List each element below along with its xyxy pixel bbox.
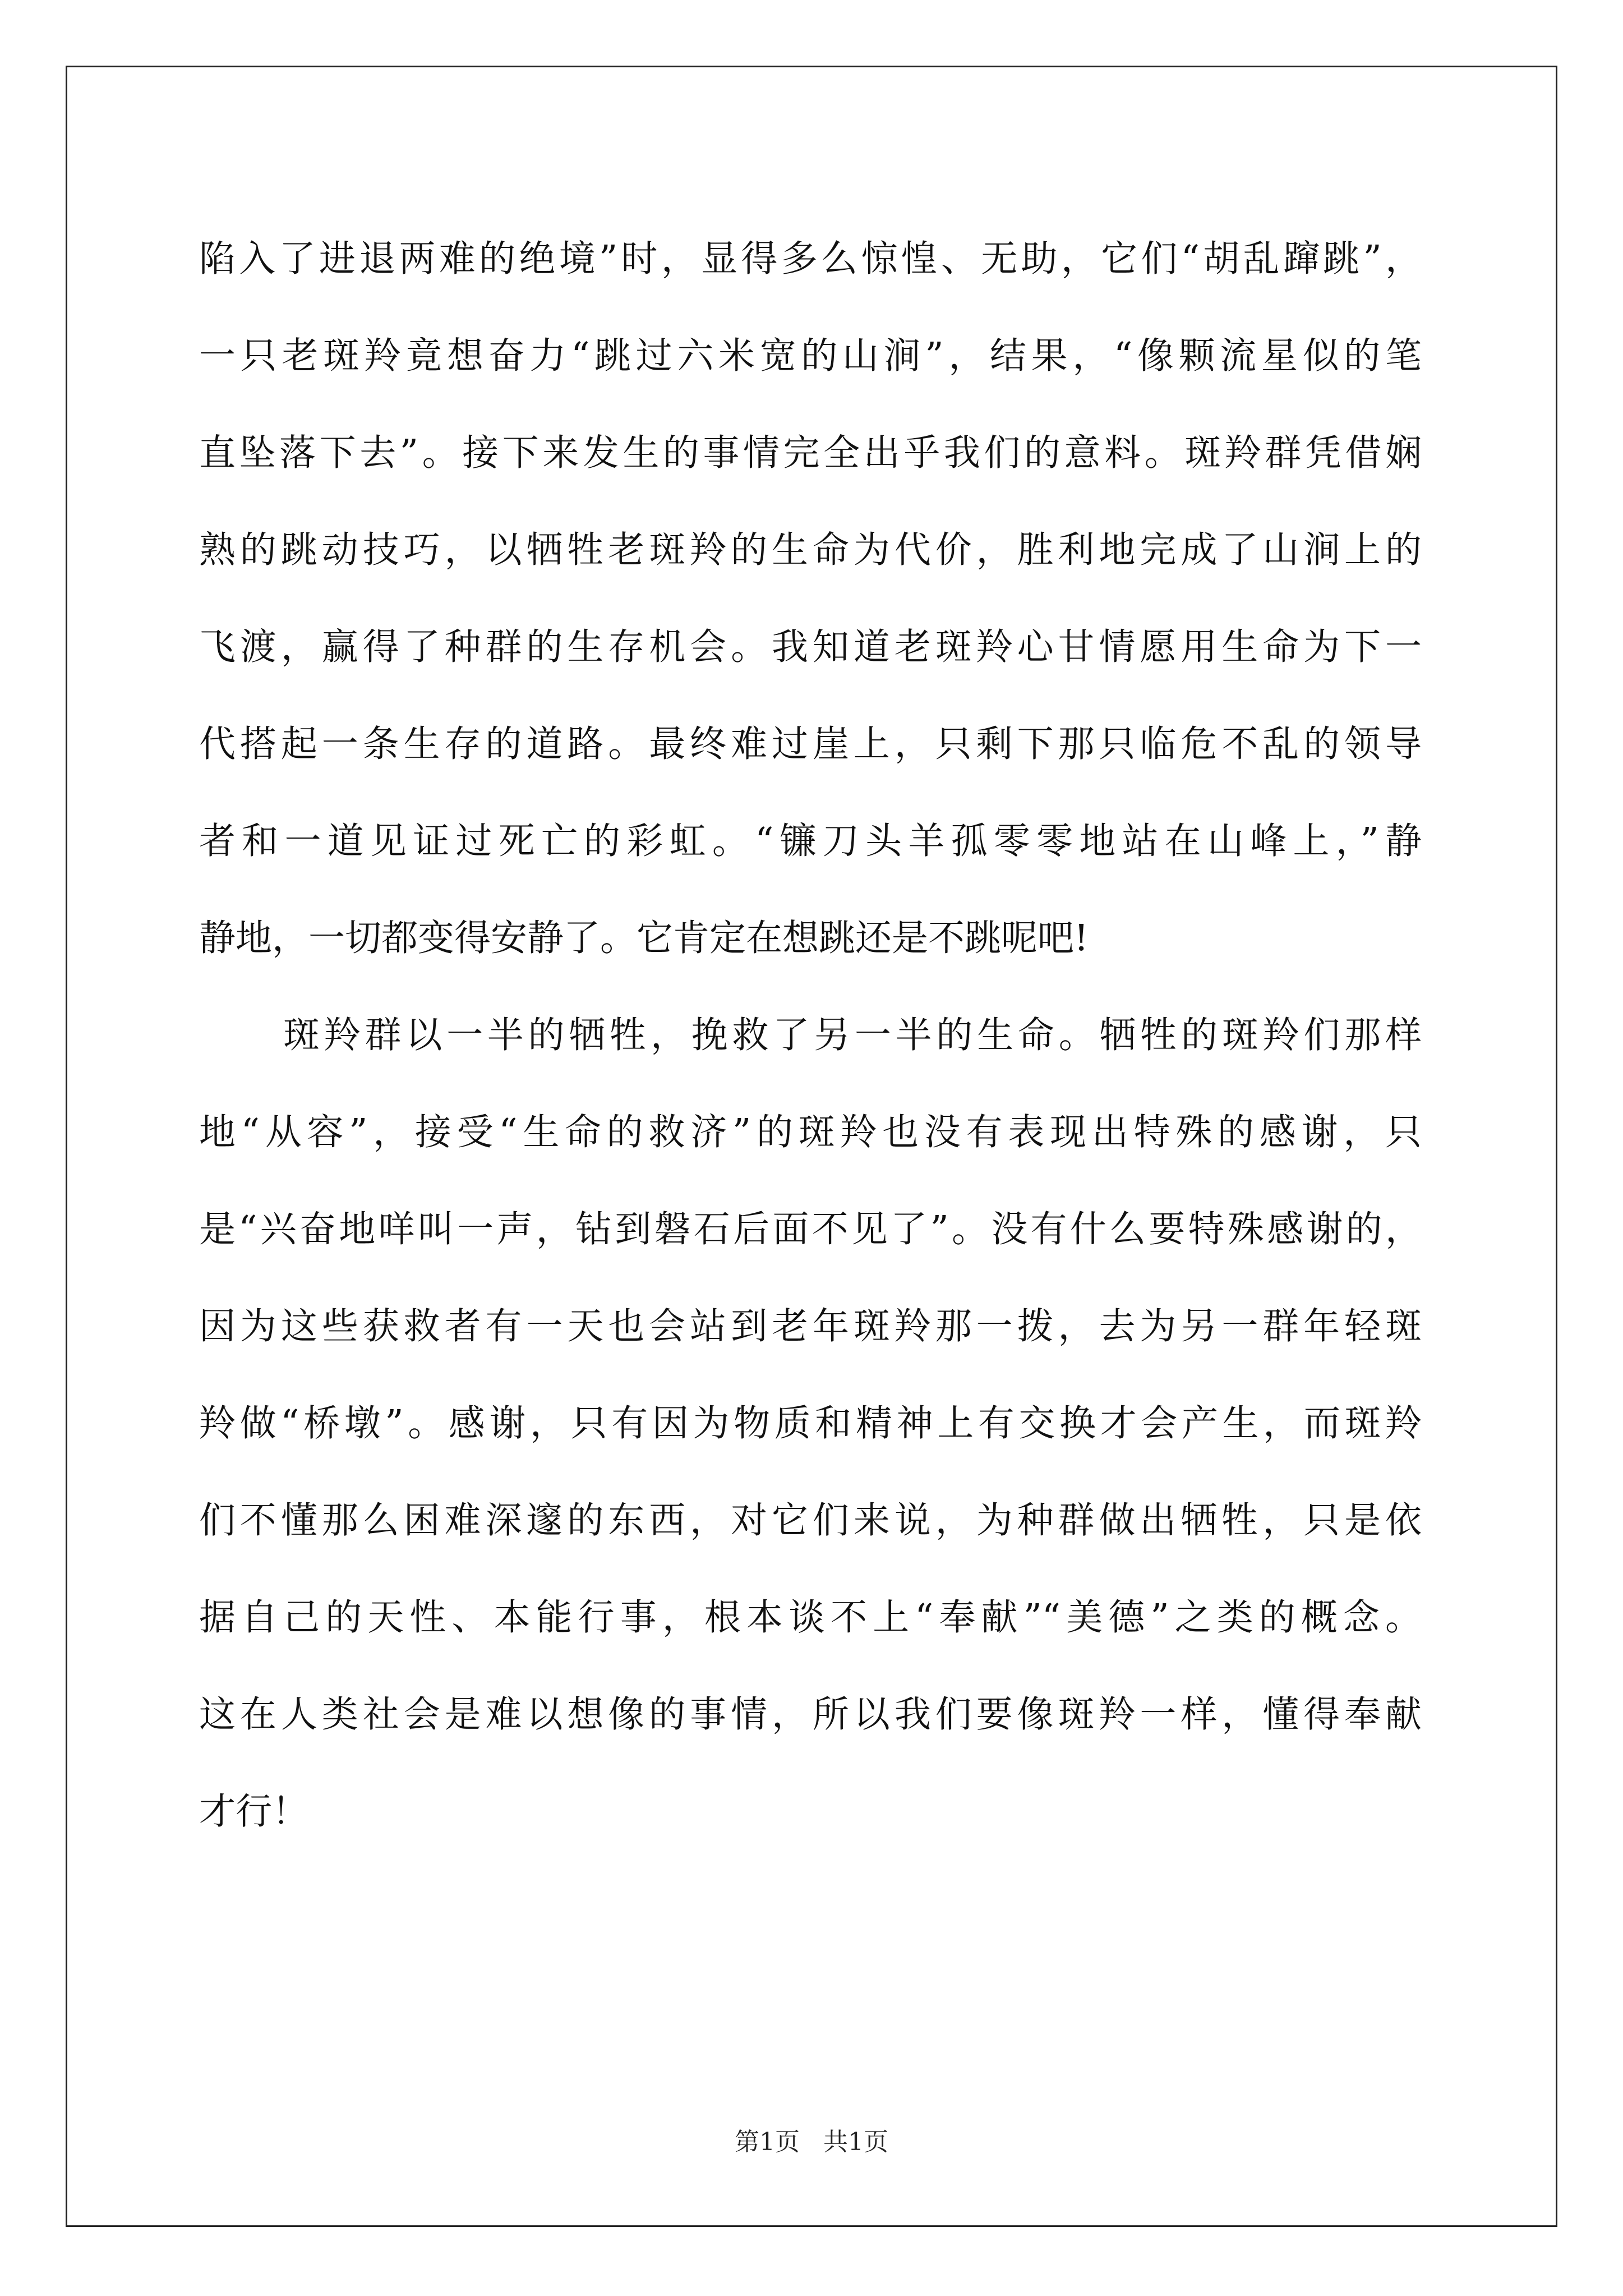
page-footer: 第1页 共1页 <box>735 2128 888 2156</box>
text-line: 者和一道见证过死亡的彩虹。“镰刀头羊孤零零地站在山峰上，”静 <box>199 820 1422 862</box>
text-line: 静地，一切都变得安静了。它肯定在想跳还是不跳呢吧! <box>199 917 1089 959</box>
text-line: 一只老斑羚竟想奋力“跳过六米宽的山涧”，结果，“像颗流星似的笔 <box>199 335 1422 377</box>
text-line: 熟的跳动技巧，以牺牲老斑羚的生命为代价，胜利地完成了山涧上的 <box>199 529 1422 571</box>
text-line: 代搭起一条生存的道路。最终难过崖上，只剩下那只临危不乱的领导 <box>199 723 1422 765</box>
text-line: 们不懂那么困难深邃的东西，对它们来说，为种群做出牺牲，只是依 <box>199 1499 1422 1542</box>
text-line: 直坠落下去”。接下来发生的事情完全出乎我们的意料。斑羚群凭借娴 <box>199 432 1422 474</box>
text-line: 据自己的天性、本能行事，根本谈不上“奉献”“美德”之类的概念。 <box>199 1596 1422 1639</box>
text-line: 这在人类社会是难以想像的事情，所以我们要像斑羚一样，懂得奉献 <box>199 1694 1422 1736</box>
text-line: 因为这些获救者有一天也会站到老年斑羚那一拨，去为另一群年轻斑 <box>199 1305 1422 1347</box>
document-body <box>199 210 1422 1860</box>
text-line: 地“从容”，接受“生命的救济”的斑羚也没有表现出特殊的感谢，只 <box>199 1111 1422 1153</box>
text-line: 羚做“桥墩”。感谢，只有因为物质和精神上有交换才会产生，而斑羚 <box>199 1402 1422 1444</box>
text-line: 是“兴奋地咩叫一声，钻到磐石后面不见了”。没有什么要特殊感谢的， <box>199 1208 1422 1250</box>
text-line: 飞渡，赢得了种群的生存机会。我知道老斑羚心甘情愿用生命为下一 <box>199 626 1422 668</box>
text-line: 才行！ <box>199 1791 309 1833</box>
text-line: 斑羚群以一半的牺牲，挽救了另一半的生命。牺牲的斑羚们那样 <box>283 1014 1422 1056</box>
text-line: 陷入了进退两难的绝境”时，显得多么惊惶、无助，它们“胡乱蹿跳”， <box>199 238 1422 280</box>
